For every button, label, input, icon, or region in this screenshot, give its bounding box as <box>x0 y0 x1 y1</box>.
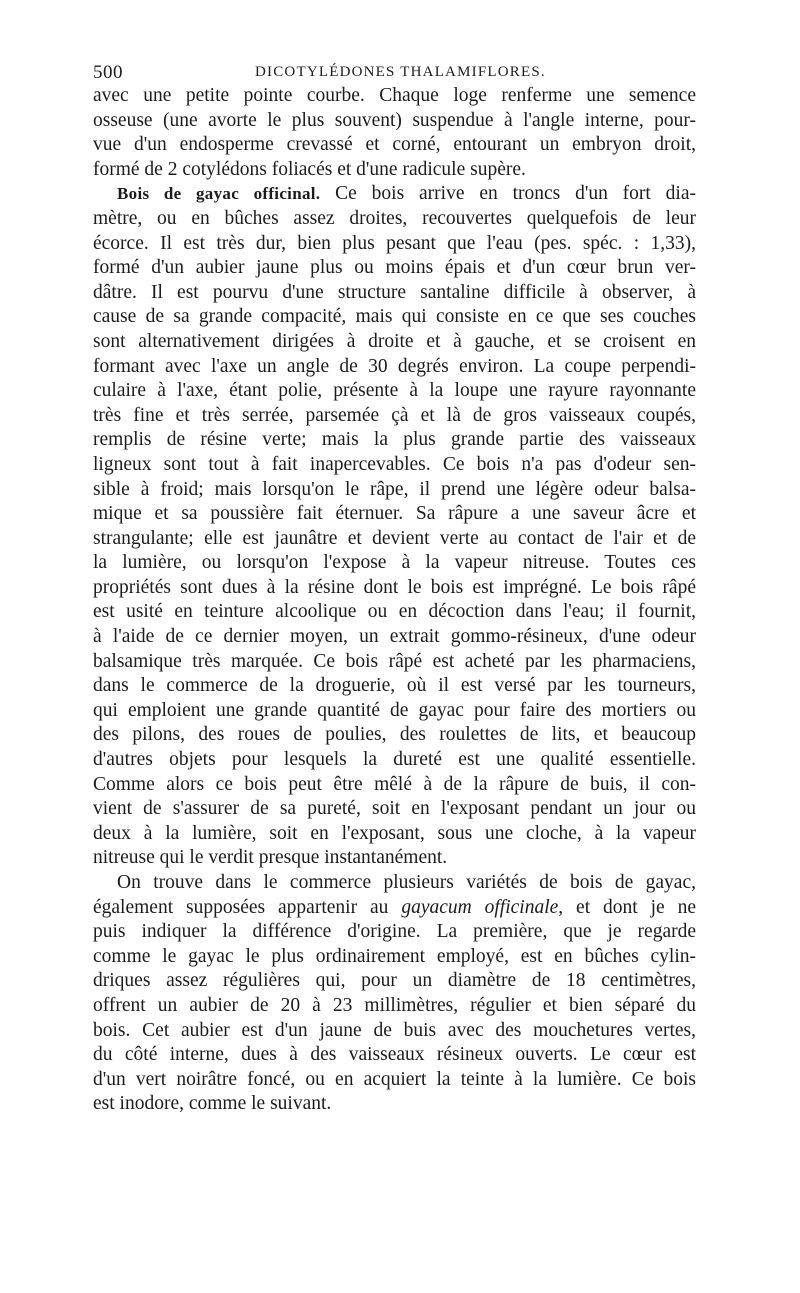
text-line: dâtre. Il est pourvu d'une structure santaline difficile à observer, à <box>93 281 696 303</box>
text-line: ligneux sont tout à fait inapercevables. Ce bois n'a pas d'odeur sen- <box>93 453 696 475</box>
text-line: du côté interne, dues à des vaisseaux résineux ouverts. Le cœur est <box>93 1044 696 1066</box>
text-line: nitreuse qui le verdit presque instantanément. <box>93 847 448 869</box>
text-line: strangulante; elle est jaunâtre et devient verte au contact de l'air et de <box>93 527 696 549</box>
text-line: la lumière, ou lorsqu'on l'expose à la vapeur nitreuse. Toutes ces <box>93 552 696 574</box>
text-line: deux à la lumière, soit en l'exposant, sous une cloche, à la vapeur <box>93 822 696 844</box>
section-term: Bois de gayac officinal. <box>117 184 321 204</box>
text-fragment: , et dont je ne <box>558 896 697 918</box>
text-line <box>93 896 696 921</box>
text-line: très fine et très serrée, parsemée çà et là de gros vaisseaux coupés, <box>93 404 696 426</box>
text-line: vue d'un endosperme crevassé et corné, entourant un embryon droit, <box>93 134 696 156</box>
paragraph-seed-description <box>93 84 696 182</box>
text-line: avec une petite pointe courbe. Chaque loge renferme une semence <box>93 85 696 106</box>
running-title: DICOTYLÉDONES THALAMIFLORES. <box>255 64 546 80</box>
text-line: Comme alors ce bois peut être mêlé à de la râpure de buis, il con- <box>93 773 696 795</box>
paragraph-bois-de-gayac <box>93 182 696 871</box>
text-line: écorce. Il est très dur, bien plus pesant que l'eau (pes. spéc. : 1,33), <box>93 232 696 254</box>
paragraph-lines <box>93 920 696 1117</box>
page-number: 500 <box>93 62 123 83</box>
text-line: sible à froid; mais lorsqu'on le râpe, il prend une légère odeur balsa- <box>93 478 696 500</box>
text-line: qui emploient une grande quantité de gayac pour faire des mortiers ou <box>93 699 696 721</box>
text-line: des pilons, des roues de poulies, des roulettes de lits, et beaucoup <box>93 724 696 746</box>
text-line: propriétés sont dues à la résine dont le bois est imprégné. Le bois râpé <box>93 576 696 598</box>
text-line: mique et sa poussière fait éternuer. Sa râpure a une saveur âcre et <box>93 503 696 525</box>
text-line: culaire à l'axe, étant polie, présente à la loupe une rayure rayonnante <box>93 380 696 402</box>
text-line: puis indiquer la différence d'origine. La première, que je regarde <box>93 921 696 943</box>
text-line: à l'aide de ce dernier moyen, un extrait gommo-résineux, d'une odeur <box>93 626 696 648</box>
book-page <box>93 56 696 1117</box>
text-line: balsamique très marquée. Ce bois râpé est acheté par les pharmaciens, <box>93 650 696 672</box>
text-line: comme le gayac le plus ordinairement employé, est en bûches cylin- <box>93 945 696 967</box>
paragraph-varieties <box>93 871 696 1117</box>
running-header <box>93 56 696 84</box>
species-name: gayacum officinale <box>401 896 559 918</box>
text-line: sont alternativement dirigées à droite et à gauche, et se croisent en <box>93 330 696 352</box>
text-line: bois. Cet aubier est d'un jaune de buis avec des mouchetures vertes, <box>93 1019 696 1041</box>
paragraph-lines <box>93 207 696 871</box>
text-line: formant avec l'axe un angle de 30 degrés environ. La coupe perpendi- <box>93 355 696 377</box>
text-line: driques assez régulières qui, pour un diamètre de 18 centimètres, <box>93 970 696 992</box>
text-line: est usité en teinture alcoolique ou en décoction dans l'eau; il fournit, <box>93 601 696 623</box>
text-line: d'un vert noirâtre foncé, ou en acquiert la teinte à la lumière. Ce bois <box>93 1068 696 1090</box>
text-line: d'autres objets pour lesquels la dureté est une qualité essentielle. <box>93 749 696 771</box>
text-line: est inodore, comme le suivant. <box>93 1093 332 1115</box>
text-line: cause de sa grande compacité, mais qui consiste en ce que ses couches <box>93 306 696 328</box>
text-line <box>93 182 696 207</box>
text-line: osseuse (une avorte le plus souvent) suspendue à l'angle interne, pour- <box>93 109 696 131</box>
text-line: formé de 2 cotylédons foliacés et d'une radicule supère. <box>93 158 526 180</box>
text-line: vient de s'assurer de sa pureté, soit en l'exposant pendant un jour ou <box>93 798 696 820</box>
text-line: formé d'un aubier jaune plus ou moins épais et d'un cœur brun ver- <box>93 257 696 279</box>
text-line: mètre, ou en bûches assez droites, recouvertes quelquefois de leur <box>93 207 696 229</box>
text-line: On trouve dans le commerce plusieurs variétés de bois de gayac, <box>117 872 696 893</box>
text-fragment: Ce bois arrive en troncs d'un fort dia- <box>335 183 696 205</box>
text-line: offrent un aubier de 20 à 23 millimètres, régulier et bien séparé du <box>93 994 696 1016</box>
text-line: remplis de résine verte; mais la plus grande partie des vaisseaux <box>93 429 696 451</box>
text-fragment: également supposées appartenir au <box>93 896 389 918</box>
text-line: dans le commerce de la droguerie, où il est versé par les tourneurs, <box>93 675 696 697</box>
